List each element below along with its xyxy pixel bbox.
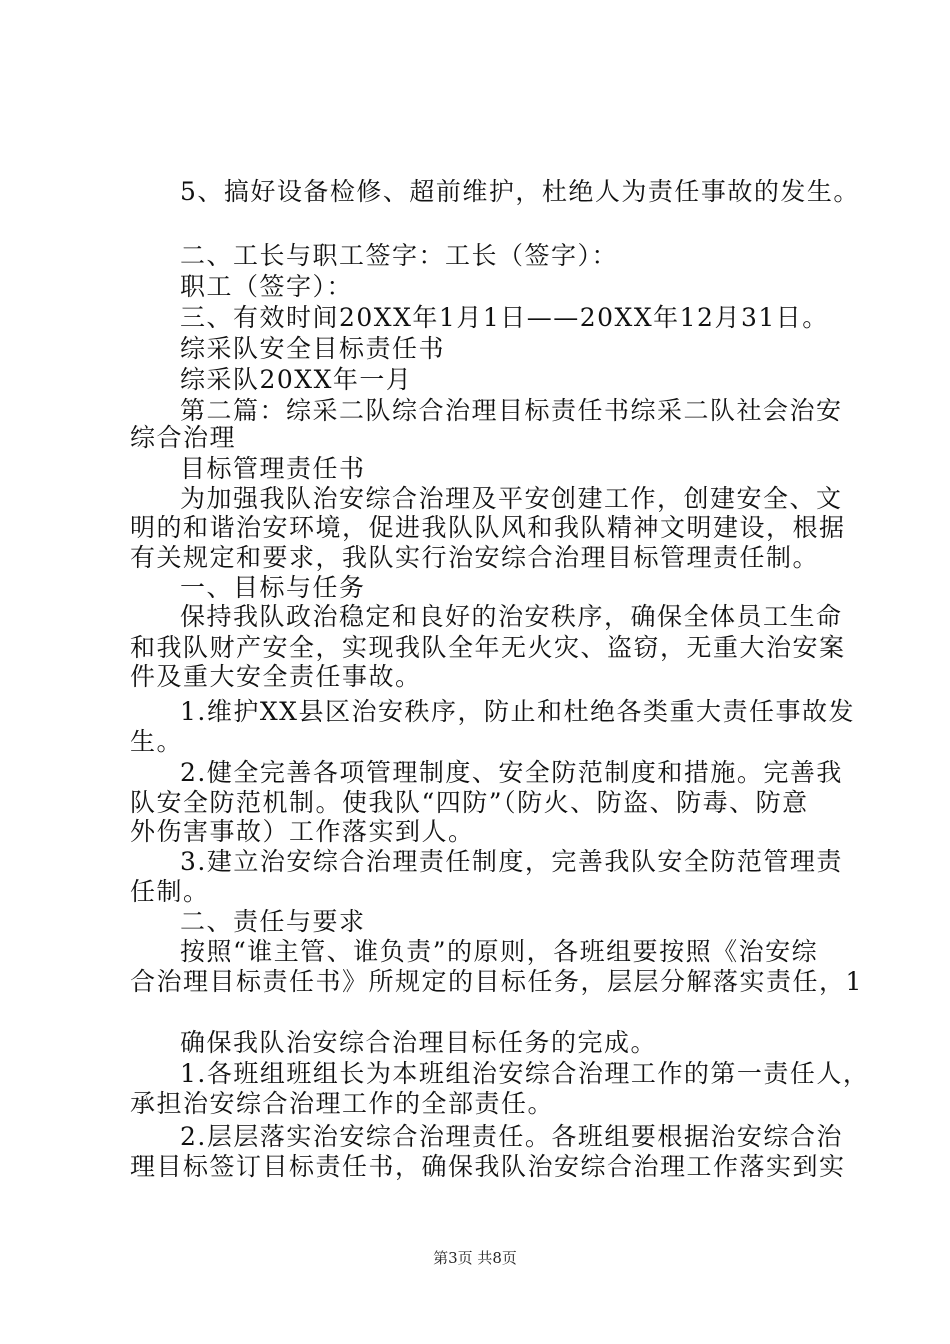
text-line: 综合治理 [130,423,237,452]
text-line: 确保我队治安综合治理目标任务的完成。 [180,1028,658,1057]
page-footer: 第3页 共8页 [433,1249,517,1267]
text-line: 外伤害事故）工作落实到人。 [130,817,475,846]
text-line: 三、有效时间20XX年1月1日——20XX年12月31日。 [180,303,829,332]
text-line: 和我队财产安全，实现我队全年无火灾、盗窃，无重大治安案 [130,633,846,662]
text-line: 为加强我队治安综合治理及平安创建工作，创建安全、文 [180,484,843,513]
text-line: 第二篇：综采二队综合治理目标责任书综采二队社会治安 [180,396,843,425]
text-line: 职工（签字）： [180,272,354,301]
text-line: 1.维护XX县区治安秩序，防止和杜绝各类重大责任事故发 [180,697,855,726]
text-line: 队安全防范机制。使我队“四防”（防火、防盗、防毒、防意 [130,788,809,817]
text-line: 综采队安全目标责任书 [180,334,446,363]
text-line: 件及重大安全责任事故。 [130,662,422,691]
text-line: 承担治安综合治理工作的全部责任。 [130,1089,555,1118]
text-line: 综采队20XX年一月 [180,365,413,394]
text-line: 二、责任与要求 [180,907,366,936]
text-line: 生。 [130,727,184,756]
text-line: 保持我队政治稳定和良好的治安秩序，确保全体员工生命 [180,602,843,631]
text-line: 合治理目标责任书》所规定的目标任务，层层分解落实责任，1 [130,967,863,996]
text-line: 1.各班组班组长为本班组治安综合治理工作的第一责任人， [180,1059,870,1088]
text-line: 二、工长与职工签字：工长（签字）： [180,241,619,270]
text-line: 按照“谁主管、谁负责”的原则，各班组要按照《治安综 [180,937,819,966]
text-line: 目标管理责任书 [180,454,366,483]
text-line: 2.层层落实治安综合治理责任。各班组要根据治安综合治 [180,1122,843,1151]
text-line: 明的和谐治安环境，促进我队队风和我队精神文明建设，根据 [130,513,846,542]
text-line: 有关规定和要求，我队实行治安综合治理目标管理责任制。 [130,543,820,572]
text-line: 任制。 [130,877,210,906]
text-line: 2.健全完善各项管理制度、安全防范制度和措施。完善我 [180,758,843,787]
text-line: 5、搞好设备检修、超前维护，杜绝人为责任事故的发生。 [180,177,860,206]
text-line: 3.建立治安综合治理责任制度，完善我队安全防范管理责 [180,847,843,876]
text-line: 理目标签订目标责任书，确保我队治安综合治理工作落实到实 [130,1152,846,1181]
text-line: 一、目标与任务 [180,573,366,602]
